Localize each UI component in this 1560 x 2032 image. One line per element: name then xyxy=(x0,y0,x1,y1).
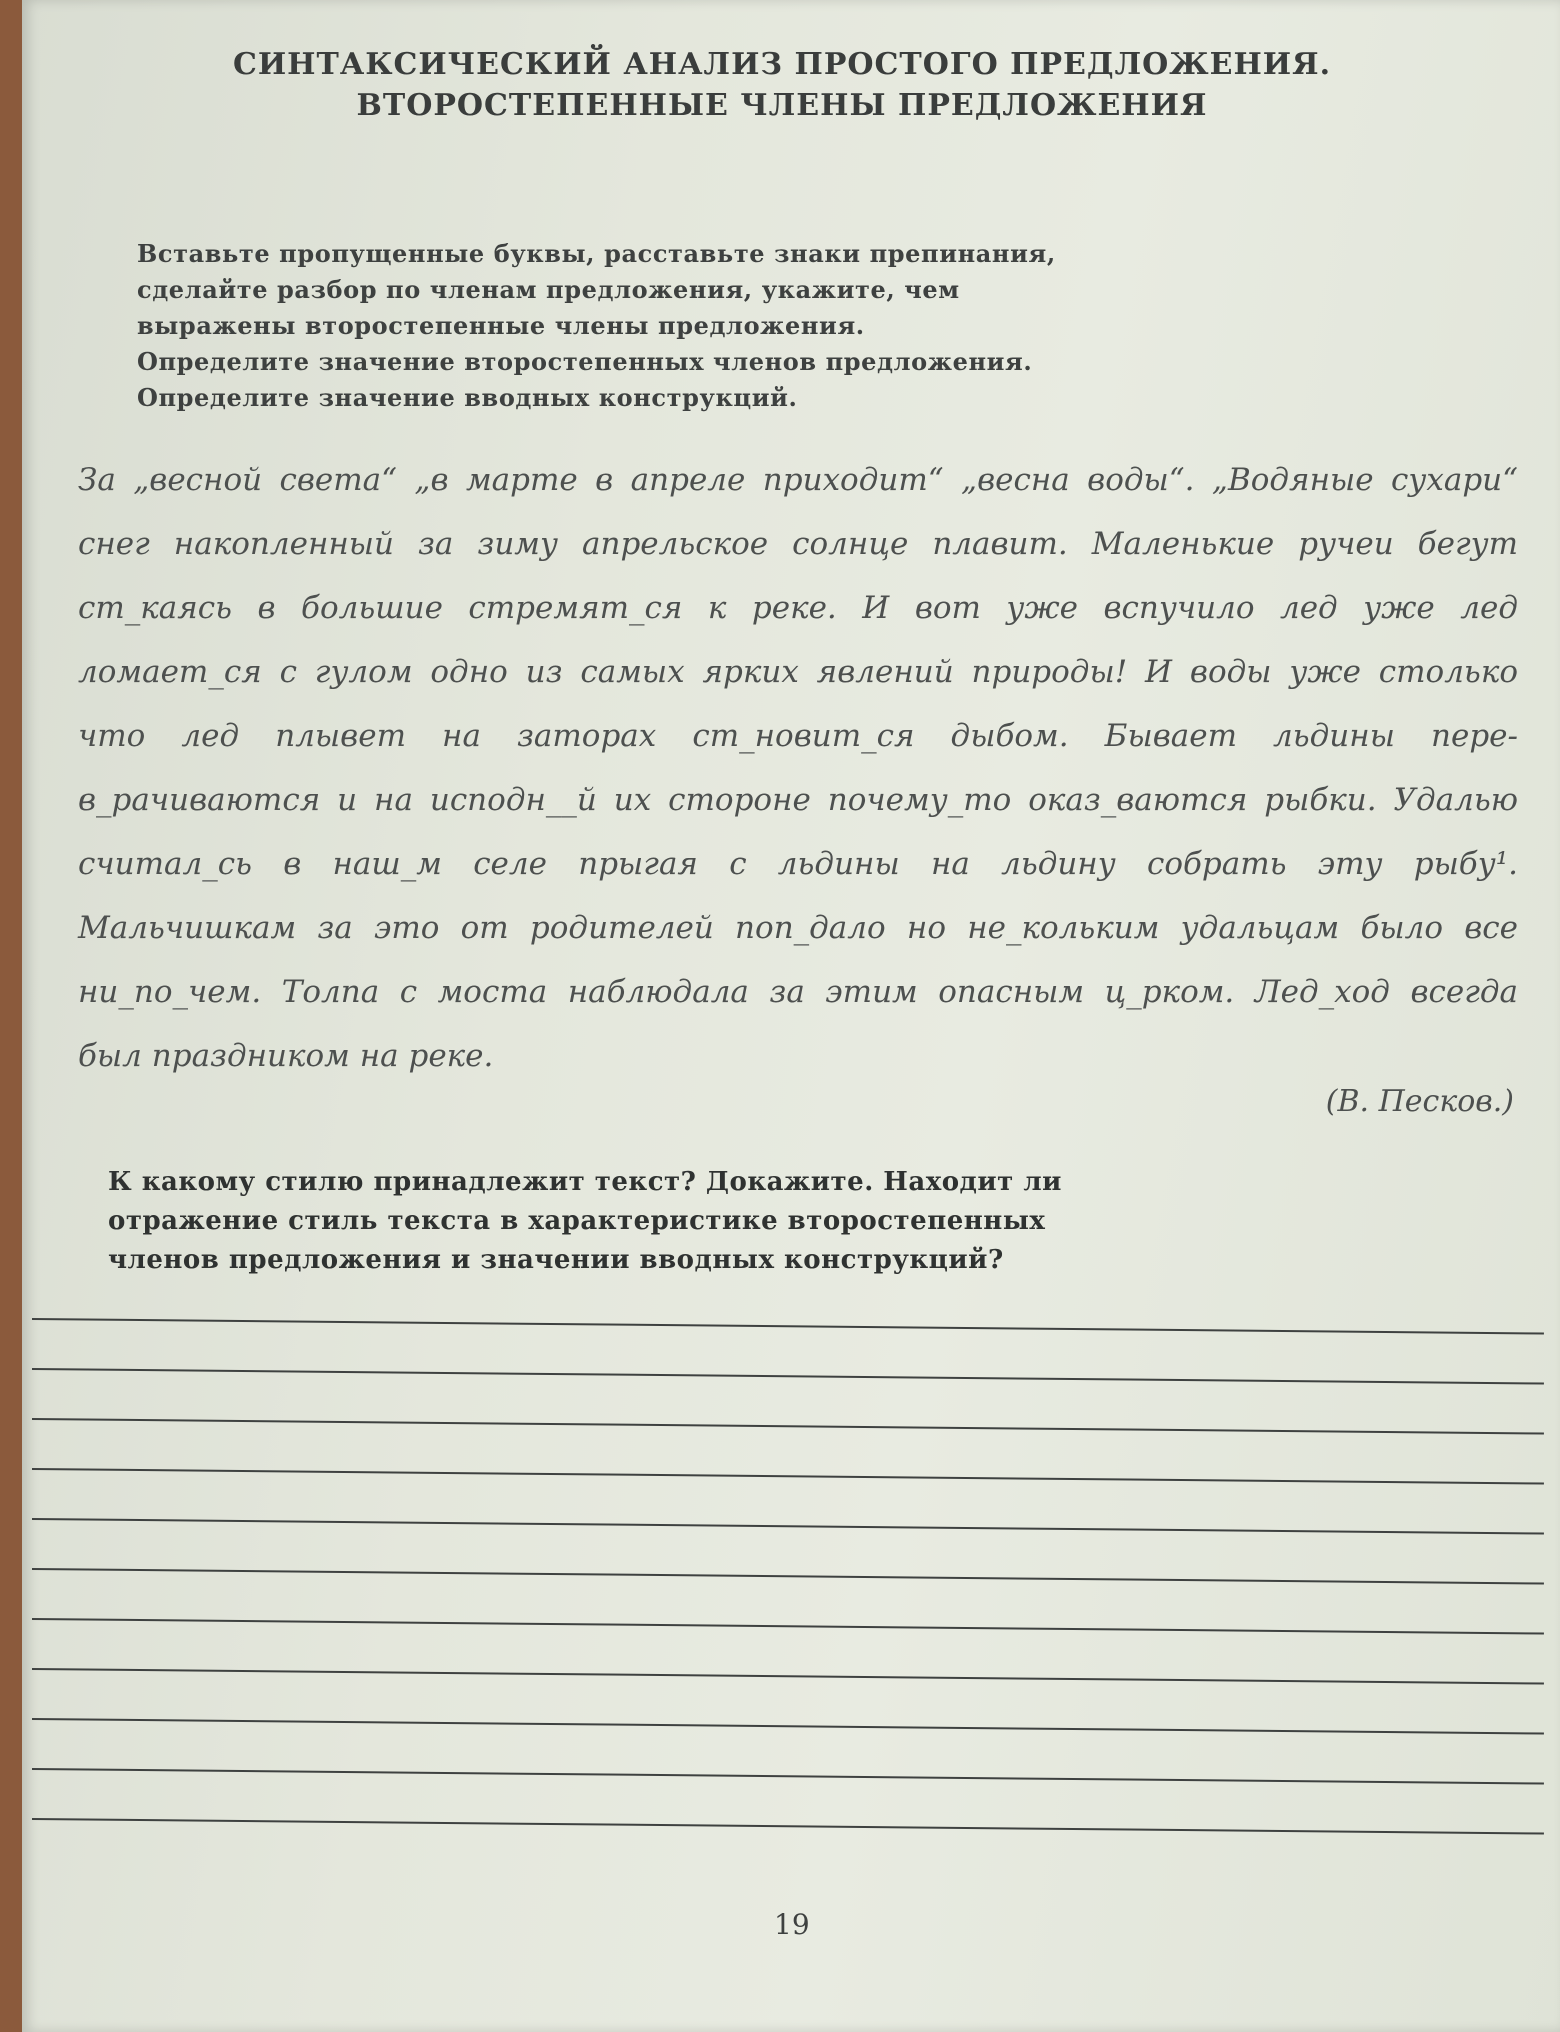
text-line: За „весной света“ „в марте в апреле приходит“ „весна воды“. „Водяные сухари“ xyxy=(78,462,1518,498)
workbook-page xyxy=(22,0,1560,2032)
answer-line[interactable] xyxy=(32,1768,1544,1785)
answer-line[interactable] xyxy=(32,1518,1544,1535)
answer-lines xyxy=(32,1318,1544,1868)
text-line: снег накопленный за зиму апрельское солнце плавит. Маленькие ручеи бегут xyxy=(78,526,1518,562)
title-line-2: ВТОРОСТЕПЕННЫЕ ЧЛЕНЫ ПРЕДЛОЖЕНИЯ xyxy=(356,88,1208,123)
exercise-text xyxy=(78,448,1518,1088)
question-line: отражение стиль текста в характеристике второстепенных xyxy=(108,1206,1046,1236)
text-line: ломает_ся с гулом одно из самых ярких явлений природы! И воды уже столько xyxy=(78,654,1518,690)
answer-line[interactable] xyxy=(32,1468,1544,1485)
instruction-line: выражены второстепенные члены предложения. xyxy=(137,311,865,340)
page-number: 19 xyxy=(774,1908,810,1941)
text-line: ни_по_чем. Толпа с моста наблюдала за этим опасным ц_рком. Лед_ход всегда xyxy=(78,974,1518,1010)
text-line: что лед плывет на заторах ст_новит_ся дыбом. Бывает льдины пере- xyxy=(78,718,1518,754)
text-line: был праздником на реке. xyxy=(78,1038,494,1074)
text-line: в_рачиваются и на исподн__й их стороне почему_то оказ_ваются рыбки. Удалью xyxy=(78,782,1518,818)
title-line-1: СИНТАКСИЧЕСКИЙ АНАЛИЗ ПРОСТОГО ПРЕДЛОЖЕНИЯ. xyxy=(232,47,1332,82)
text-line: Мальчишкам за это от родителей поп_дало но не_кольким удальцам было все xyxy=(78,910,1518,946)
answer-line[interactable] xyxy=(32,1568,1544,1585)
instruction-line: Определите значение второстепенных членов предложения. xyxy=(137,347,1033,376)
text-author: (В. Песков.) xyxy=(1325,1084,1514,1119)
answer-line[interactable] xyxy=(32,1618,1544,1635)
answer-line[interactable] xyxy=(32,1668,1544,1685)
task-instructions xyxy=(137,236,1137,416)
page-title xyxy=(222,44,1342,126)
answer-line[interactable] xyxy=(32,1368,1544,1385)
instruction-line: сделайте разбор по членам предложения, укажите, чем xyxy=(137,275,960,304)
text-line: считал_сь в наш_м селе прыгая с льдины на льдину собрать эту рыбу¹. xyxy=(78,846,1518,882)
question-line: членов предложения и значении вводных конструкций? xyxy=(108,1245,1004,1275)
question-block xyxy=(108,1163,1208,1280)
answer-line[interactable] xyxy=(32,1318,1544,1335)
instruction-line: Определите значение вводных конструкций. xyxy=(137,383,798,412)
text-line: ст_каясь в большие стремят_ся к реке. И вот уже вспучило лед уже лед xyxy=(78,590,1518,626)
instruction-line: Вставьте пропущенные буквы, расставьте знаки препинания, xyxy=(137,239,1056,268)
answer-line[interactable] xyxy=(32,1718,1544,1735)
answer-line[interactable] xyxy=(32,1418,1544,1435)
question-line: К какому стилю принадлежит текст? Докажите. Находит ли xyxy=(108,1167,1062,1197)
answer-line[interactable] xyxy=(32,1818,1544,1835)
